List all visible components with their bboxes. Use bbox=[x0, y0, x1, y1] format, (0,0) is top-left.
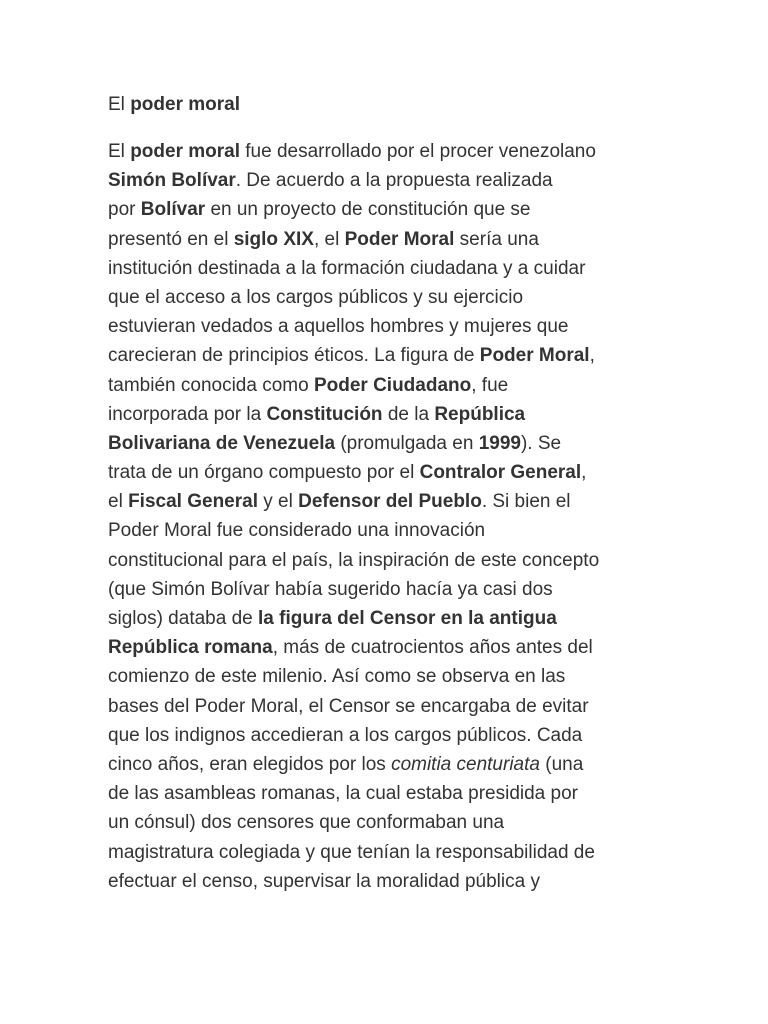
paragraph-line bbox=[108, 312, 668, 341]
text-run: El bbox=[108, 141, 131, 162]
text-run: comienzo de este milenio. Así como se observa en las bbox=[108, 666, 566, 688]
text-run: que los indignos accedieran a los cargos públicos. Cada bbox=[108, 724, 583, 746]
paragraph-line bbox=[108, 633, 668, 662]
text-run: de la bbox=[382, 403, 435, 425]
text-run: . Si bien el bbox=[481, 491, 571, 513]
text-run: magistratura colegiada y que tenían la responsabilidad de bbox=[108, 841, 595, 863]
text-run: Poder Moral fue considerado una innovación bbox=[108, 520, 486, 542]
bold-text: Bolívar bbox=[140, 199, 206, 221]
paragraph-line bbox=[108, 283, 668, 312]
bold-text: Poder Moral bbox=[479, 345, 590, 367]
body-paragraph bbox=[108, 137, 668, 896]
paragraph-line bbox=[108, 166, 668, 195]
bold-text: poder moral bbox=[130, 141, 240, 162]
paragraph-line bbox=[108, 195, 668, 224]
text-run: carecieran de principios éticos. La figura de bbox=[108, 345, 480, 367]
text-run: sería una bbox=[454, 228, 539, 250]
text-run: bases del Poder Moral, el Censor se encargaba de evitar bbox=[108, 695, 589, 717]
text-run: también conocida como bbox=[108, 374, 314, 396]
paragraph-line bbox=[108, 371, 668, 400]
text-run: el bbox=[108, 491, 129, 513]
paragraph-line bbox=[108, 458, 668, 487]
bold-text: siglo XIX bbox=[233, 228, 314, 250]
text-run: un cónsul) dos censores que conformaban una bbox=[108, 812, 505, 834]
page-title-bold: poder moral bbox=[130, 94, 240, 115]
page-title-prefix: El bbox=[108, 94, 131, 115]
bold-text: la figura del Censor en la antigua bbox=[258, 608, 557, 629]
text-run: constitucional para el país, la inspiración de este concepto bbox=[108, 549, 600, 571]
paragraph-line bbox=[108, 137, 668, 166]
bold-text: Poder Ciudadano bbox=[313, 374, 472, 396]
text-run: fue desarrollado por el procer venezolano bbox=[240, 141, 596, 162]
bold-text: Defensor del Pueblo bbox=[298, 491, 482, 513]
text-run: de las asambleas romanas, la cual estaba presidida por bbox=[108, 783, 578, 805]
text-run: , el bbox=[313, 228, 345, 250]
paragraph-line bbox=[108, 429, 668, 458]
text-run: ). Se bbox=[520, 432, 562, 454]
paragraph-line bbox=[108, 575, 668, 604]
text-run: trata de un órgano compuesto por el bbox=[108, 462, 420, 484]
paragraph-line bbox=[108, 779, 668, 808]
text-run: institución destinada a la formación ciudadana y a cuidar bbox=[108, 257, 586, 279]
paragraph-line bbox=[108, 838, 668, 867]
text-run: efectuar el censo, supervisar la moralidad pública y bbox=[108, 870, 540, 892]
text-run: cinco años, eran elegidos por los bbox=[108, 753, 392, 775]
text-run: presentó en el bbox=[108, 228, 234, 250]
text-run: estuvieran vedados a aquellos hombres y mujeres que bbox=[108, 316, 569, 338]
paragraph-line bbox=[108, 225, 668, 254]
bold-text: Bolivariana de Venezuela bbox=[108, 432, 336, 454]
bold-text: República bbox=[434, 403, 526, 425]
text-run: por bbox=[108, 199, 141, 221]
text-run: . De acuerdo a la propuesta realizada bbox=[235, 170, 553, 192]
paragraph-line bbox=[108, 721, 668, 750]
paragraph-line bbox=[108, 692, 668, 721]
italic-text: comitia centuriata bbox=[391, 753, 540, 775]
page-title bbox=[108, 90, 668, 119]
bold-text: Fiscal General bbox=[128, 491, 258, 513]
text-run: en un proyecto de constitución que se bbox=[205, 199, 531, 221]
paragraph-line bbox=[108, 254, 668, 283]
bold-text: Constitución bbox=[266, 403, 383, 425]
paragraph-line bbox=[108, 604, 668, 633]
bold-text: República romana bbox=[108, 637, 273, 659]
paragraph-line bbox=[108, 516, 668, 545]
text-run: que el acceso a los cargos públicos y su ejercicio bbox=[108, 286, 524, 308]
text-run: (una bbox=[539, 753, 584, 775]
bold-text: 1999 bbox=[478, 432, 521, 454]
paragraph-line bbox=[108, 400, 668, 429]
text-run: incorporada por la bbox=[108, 403, 267, 425]
paragraph-line bbox=[108, 662, 668, 691]
bold-text: Simón Bolívar bbox=[108, 170, 236, 192]
text-run: (promulgada en bbox=[335, 432, 479, 454]
document-page bbox=[108, 90, 668, 896]
paragraph-line bbox=[108, 546, 668, 575]
text-run: , más de cuatrocientos años antes del bbox=[272, 637, 593, 659]
text-run: , bbox=[581, 462, 587, 484]
text-run: (que Simón Bolívar había sugerido hacía ya casi dos bbox=[108, 578, 553, 600]
paragraph-line bbox=[108, 750, 668, 779]
paragraph-line bbox=[108, 341, 668, 370]
bold-text: Contralor General bbox=[419, 462, 582, 484]
text-run: , fue bbox=[471, 374, 509, 396]
text-run: siglos) databa de bbox=[108, 608, 258, 629]
text-run: y el bbox=[257, 491, 299, 513]
paragraph-line bbox=[108, 867, 668, 896]
paragraph-line bbox=[108, 808, 668, 837]
bold-text: Poder Moral bbox=[344, 228, 455, 250]
paragraph-line bbox=[108, 487, 668, 516]
text-run: , bbox=[589, 345, 595, 367]
